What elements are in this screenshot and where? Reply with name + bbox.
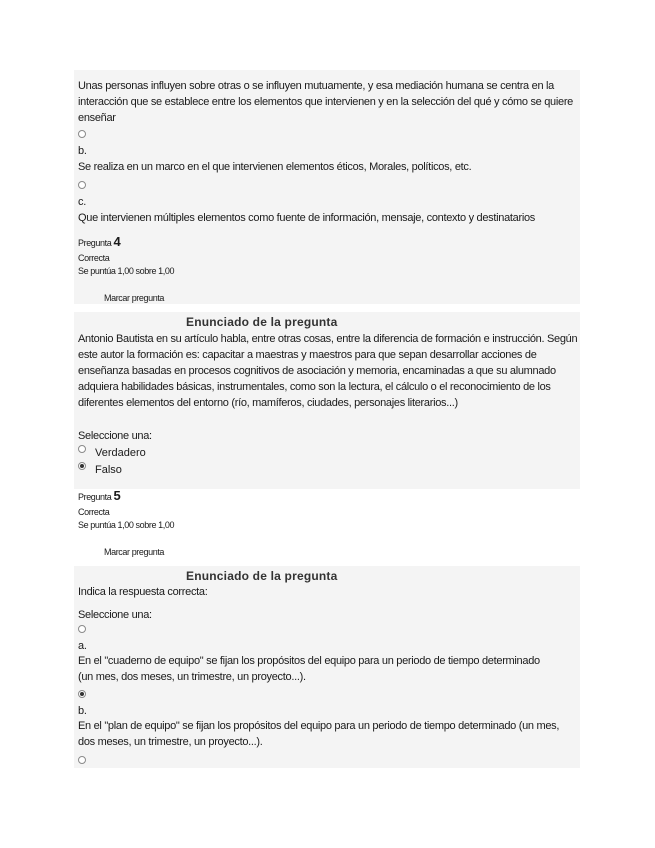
q4-flag-link[interactable]: Marcar pregunta: [104, 293, 165, 303]
q5-score: Se puntúa 1,00 sobre 1,00: [78, 520, 175, 530]
q3-option-c-letter: c.: [78, 196, 86, 208]
q5-status: Correcta: [78, 507, 110, 517]
q5-option-a-letter: a.: [78, 640, 87, 652]
q3-option-b-letter: b.: [78, 145, 87, 157]
q4-prompt: Seleccione una:: [78, 430, 152, 442]
q4-label: Pregunta: [78, 238, 112, 248]
q5-option-a-radio[interactable]: [78, 625, 86, 633]
q5-flag-link[interactable]: Marcar pregunta: [104, 547, 165, 557]
q4-text: Antonio Bautista en su artículo habla, entre otras cosas, entre la diferencia de formación e instrucción. Según este autor la formación es: capacitar a maestras y maestros para que sepan desarrollar acciones de enseñanza basadas en procesos cognitivos de asociación y memoria, encaminadas a que su alumnado adquiera habilidades básicas, instrumentales, como son la lectura, el cálculo o el reconocimiento de los diferentes elementos del entorno (río, mamíferos, ciudades, personajes literarios...): [78, 333, 578, 409]
q5-option-a-text: En el "cuaderno de equipo" se fijan los propósitos del equipo para un periodo de tiempo determinado (un mes, dos meses, un trimestre, un proyecto...).: [78, 655, 540, 683]
q4-option-falso-radio[interactable]: [78, 462, 86, 470]
q4-num: 4: [113, 234, 121, 249]
q3-option-c-radio[interactable]: [78, 181, 86, 189]
q5-option-b-text: En el "plan de equipo" se fijan los propósitos del equipo para un periodo de tiempo determinado (un mes, dos meses, un trimestre, un proyecto...).: [78, 720, 560, 748]
q3-option-a-text: Unas personas influyen sobre otras o se influyen mutuamente, y esa mediación humana se centra en la interacción que se establece entre los elementos que intervienen y en la selección del qué y cómo se quiere enseñar: [78, 80, 573, 124]
q5-option-c-radio[interactable]: [78, 756, 86, 764]
q5-label: Pregunta: [78, 492, 112, 502]
q5-option-b-letter: b.: [78, 705, 87, 717]
q4-number: [78, 236, 120, 249]
q4-option-verdadero-label[interactable]: Verdadero: [95, 447, 146, 459]
q3-option-b-text: Se realiza en un marco en el que intervienen elementos éticos, Morales, políticos, etc.: [78, 161, 472, 173]
q3-option-b-radio[interactable]: [78, 130, 86, 138]
q4-option-falso-label[interactable]: Falso: [95, 464, 122, 476]
q4-option-verdadero-radio[interactable]: [78, 445, 86, 453]
q4-heading: Enunciado de la pregunta: [186, 315, 338, 329]
q5-prompt: Seleccione una:: [78, 609, 152, 621]
q3-option-c-text: Que intervienen múltiples elementos como fuente de información, mensaje, contexto y destinatarios: [78, 212, 535, 224]
q5-heading: Enunciado de la pregunta: [186, 569, 338, 583]
q4-status: Correcta: [78, 253, 110, 263]
q5-text: Indica la respuesta correcta:: [78, 586, 208, 598]
q5-option-b-radio[interactable]: [78, 690, 86, 698]
q5-num: 5: [113, 488, 121, 503]
q5-number: [78, 490, 120, 503]
q4-score: Se puntúa 1,00 sobre 1,00: [78, 266, 175, 276]
